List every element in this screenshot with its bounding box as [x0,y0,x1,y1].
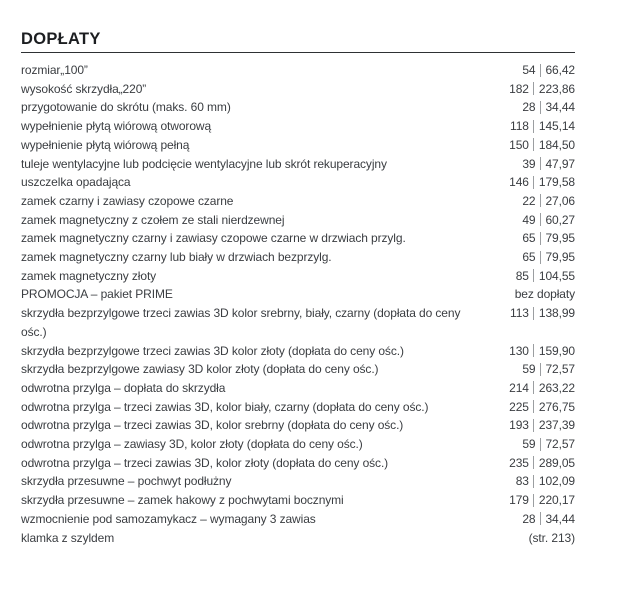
row-label: zamek magnetyczny złoty [21,268,157,283]
price-gross: 145,14 [538,119,575,134]
row-price [514,98,575,117]
row-label: rozmiar„100” [21,63,88,77]
table-row [21,360,575,379]
price-net: 179 [509,493,529,508]
table-row [21,416,575,435]
table-row [21,61,575,80]
row-label: odwrotna przylga – trzeci zawias 3D, kolor biały, czarny (dopłata do ceny ośc.) [21,399,429,414]
table-row [21,211,575,230]
price-gross: 72,57 [545,362,575,377]
row-price [501,136,575,155]
title-rule [21,52,575,53]
row-label: klamka z szyldem [21,530,115,545]
price-gross: 66,42 [545,63,575,77]
table-row [21,379,575,398]
price-gross: 289,05 [538,455,575,470]
table-row [21,304,575,341]
price-gross: 237,39 [538,418,575,433]
row-price [514,155,575,174]
row-label: zamek czarny i zawiasy czopowe czarne [21,193,234,208]
price-net: 214 [509,380,529,395]
price-separator-bar [540,438,541,451]
price-gross: 79,95 [545,231,575,246]
row-label: skrzydła przesuwne – pochwyt podłużny [21,474,232,489]
table-row [21,491,575,510]
table-row [21,155,575,174]
row-price [501,398,575,417]
price-separator-bar [533,400,534,413]
row-label: wypełnienie płytą wiórową otworową [21,119,212,134]
row-price [514,510,575,529]
row-price [502,304,575,323]
row-price [501,379,575,398]
row-price [502,117,575,136]
table-row [21,192,575,211]
row-label: zamek magnetyczny czarny lub biały w drzwiach bezprzylg. [21,250,332,265]
row-price [514,192,575,211]
table-row [21,80,575,99]
price-gross: 179,58 [538,175,575,190]
row-price [521,529,575,548]
table-row [21,229,575,248]
price-net: 49 [522,212,536,227]
row-label: odwrotna przylga – trzeci zawias 3D, kolor złoty (dopłata do ceny ośc.) [21,455,389,470]
price-net: 85 [515,268,529,283]
price-gross: 72,57 [545,437,575,452]
price-separator-bar [533,82,534,95]
table-row [21,248,575,267]
price-separator-bar [540,194,541,207]
price-gross: 220,17 [538,493,575,508]
price-gross: 159,90 [538,343,575,358]
row-label: uszczelka opadająca [21,175,131,190]
row-label: zamek magnetyczny czarny i zawiasy czopowe czarne w drzwiach przylg. [21,231,406,246]
row-label: odwrotna przylga – trzeci zawias 3D, kolor srebrny (dopłata do ceny ośc.) [21,418,404,433]
price-net: 65 [522,231,536,246]
price-net: 225 [509,399,529,414]
price-separator-bar [540,213,541,226]
table-row [21,435,575,454]
price-net: 118 [510,119,529,134]
row-label: skrzydła bezprzylgowe trzeci zawias 3D kolor srebrny, biały, czarny (dopłata do ceny ośc.) [21,306,461,339]
price-separator-bar [533,475,534,488]
row-label: zamek magnetyczny z czołem ze stali nierdzewnej [21,212,285,227]
row-price [501,491,575,510]
price-net: 59 [522,362,536,377]
price-gross: 60,27 [545,212,575,227]
price-separator-bar [540,251,541,264]
row-price [501,342,575,361]
price-separator-bar [540,101,541,114]
row-label: odwrotna przylga – dopłata do skrzydła [21,380,226,395]
row-label: PROMOCJA – pakiet PRIME [21,287,173,302]
price-gross: 184,50 [538,137,575,152]
row-price [514,61,575,80]
table-row [21,117,575,136]
price-net: 83 [515,474,529,489]
price-gross: 138,99 [538,306,575,321]
row-label: tuleje wentylacyjne lub podcięcie wentylacyjne lub skrót rekuperacyjny [21,156,387,171]
price-separator-bar [533,419,534,432]
row-price [508,267,575,286]
price-gross: 34,44 [545,511,575,526]
price-net: 235 [509,455,529,470]
row-price [508,472,575,491]
price-net: 28 [522,511,536,526]
row-label: skrzydła bezprzylgowe trzeci zawias 3D kolor złoty (dopłata do ceny ośc.) [21,343,404,358]
price-net: 39 [522,156,536,171]
table-row [21,454,575,473]
price-separator-bar [533,138,534,151]
row-label: skrzydła przesuwne – zamek hakowy z pochwytami bocznymi [21,493,344,508]
row-price [514,248,575,267]
row-label: skrzydła bezprzylgowe zawiasy 3D kolor złoty (dopłata do ceny ośc.) [21,362,379,377]
price-separator-bar [533,176,534,189]
price-separator-bar [540,157,541,170]
price-gross: 102,09 [538,474,575,489]
surcharge-table [21,61,575,547]
table-row [21,510,575,529]
row-price [514,229,575,248]
price-net: 28 [522,100,536,115]
row-price [501,454,575,473]
price-separator-bar [533,456,534,469]
table-row [21,267,575,286]
price-net: 113 [510,306,529,321]
row-price [501,416,575,435]
price-separator-bar [533,120,534,133]
row-price [501,173,575,192]
price-gross: 34,44 [545,100,575,115]
price-net: 54 [522,63,536,77]
price-separator-bar [540,64,541,77]
price-separator-bar [540,232,541,245]
price-separator-bar [540,363,541,376]
row-label: wzmocnienie pod samozamykacz – wymagany 3 zawias [21,511,316,526]
price-net: 130 [509,343,529,358]
price-gross: 27,06 [545,193,575,208]
row-label: wysokość skrzydła„220” [21,81,147,96]
page-title: DOPŁATY [21,30,101,48]
price-separator-bar [533,269,534,282]
price-net: 65 [522,250,536,265]
price-gross: 223,86 [538,81,575,96]
row-label: wypełnienie płytą wiórową pełną [21,137,190,152]
price-net: 22 [522,193,536,208]
row-label: odwrotna przylga – zawiasy 3D, kolor złoty (dopłata do ceny ośc.) [21,437,363,452]
table-row [21,398,575,417]
price-separator-bar [533,344,534,357]
row-label: przygotowanie do skrótu (maks. 60 mm) [21,100,231,115]
row-price [514,211,575,230]
price-net: 59 [522,437,536,452]
table-row [21,136,575,155]
table-row [21,173,575,192]
row-price [507,285,575,304]
row-price [514,360,575,379]
price-separator-bar [533,307,534,320]
table-row [21,98,575,117]
price-gross: 47,97 [545,156,575,171]
price-separator-bar [540,512,541,525]
price-net: 193 [509,418,529,433]
table-row [21,529,575,548]
price-gross: 263,22 [538,380,575,395]
row-price [514,435,575,454]
row-price [501,80,575,99]
table-row [21,472,575,491]
table-row [21,285,575,304]
price-gross: 79,95 [545,250,575,265]
price-net: 146 [509,175,529,190]
price-separator-bar [533,494,534,507]
table-row [21,342,575,361]
price-note: bez dopłaty [514,287,575,302]
price-gross: 276,75 [538,399,575,414]
price-net: 150 [509,137,529,152]
price-separator-bar [533,381,534,394]
price-net: 182 [509,81,529,96]
price-gross: 104,55 [538,268,575,283]
price-note: (str. 213) [528,530,575,545]
